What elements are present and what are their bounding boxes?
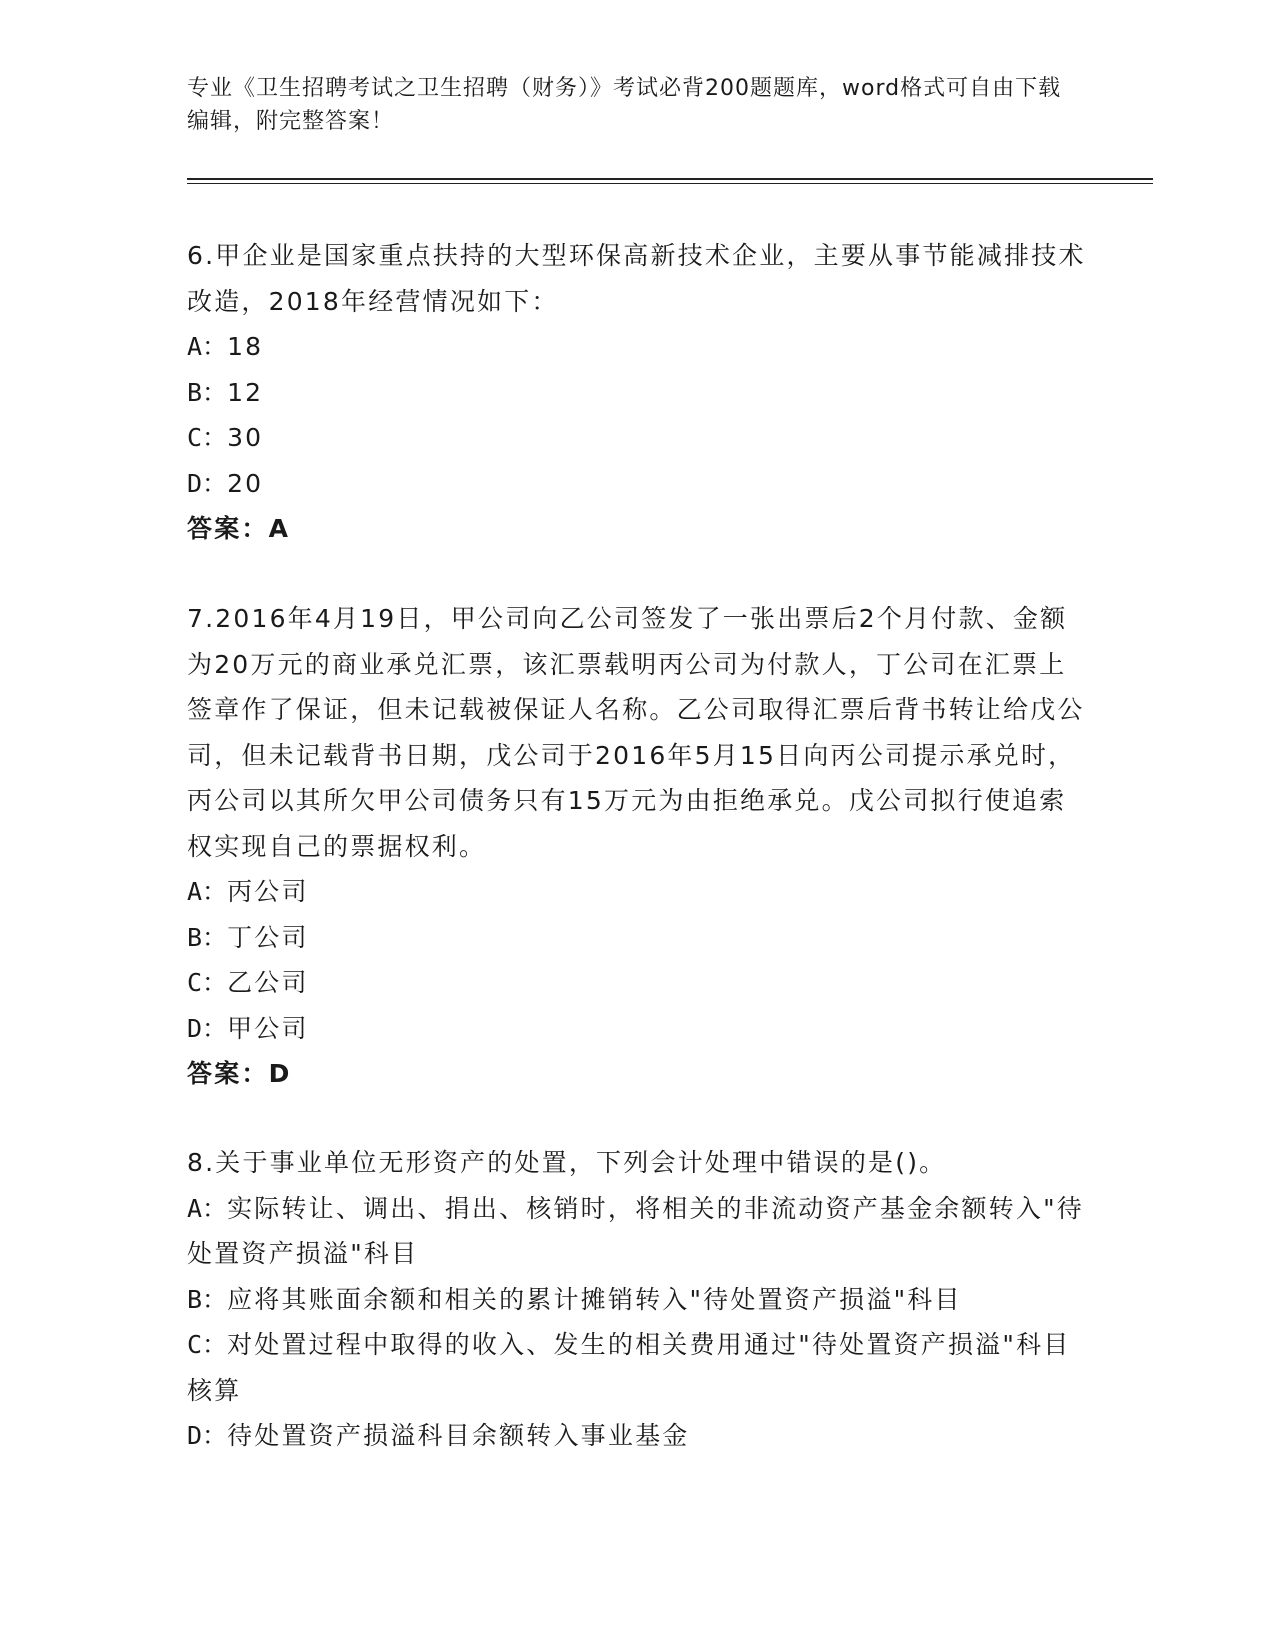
option-text: 30 bbox=[227, 423, 264, 452]
option-b bbox=[187, 370, 1087, 416]
option-letter: D： bbox=[187, 1013, 228, 1043]
option-text: 18 bbox=[227, 332, 264, 361]
option-c bbox=[187, 960, 1087, 1006]
option-d bbox=[187, 1006, 1087, 1052]
option-text: 20 bbox=[227, 468, 264, 498]
question-6 bbox=[187, 233, 1087, 552]
option-text: 应将其账面余额和相关的累计摊销转入"待处置资产损溢"科目 bbox=[227, 1284, 962, 1314]
question-stem: 6.甲企业是国家重点扶持的大型环保高新技术企业，主要从事节能减排技术改造，2018年经营情况如下： bbox=[187, 241, 1086, 316]
option-c bbox=[187, 1322, 1087, 1413]
option-d bbox=[187, 1413, 1087, 1459]
option-text: 对处置过程中取得的收入、发生的相关费用通过"待处置资产损溢"科目核算 bbox=[187, 1330, 1071, 1405]
option-letter: C： bbox=[187, 423, 228, 452]
option-text: 实际转让、调出、捐出、核销时，将相关的非流动资产基金余额转入"待处置资产损溢"科目 bbox=[187, 1193, 1084, 1268]
option-text: 待处置资产损溢科目余额转入事业基金 bbox=[227, 1421, 690, 1450]
option-letter: B： bbox=[187, 922, 228, 952]
option-a bbox=[187, 324, 1087, 370]
question-8 bbox=[187, 1140, 1087, 1459]
question-stem: 7.2016年4月19日，甲公司向乙公司签发了一张出票后2个月付款、金额为20万元的商业承兑汇票，该汇票载明丙公司为付款人，丁公司在汇票上签章作了保证，但未记载被保证人名称。乙公司取得汇票后背书转让给戊公司，但未记载背书日期，戊公司于2016年5月15日向丙公司提示承兑时，丙公司以其所欠甲公司债务只有15万元为由拒绝承兑。戊公司拟行使追索权实现自己的票据权利。 bbox=[187, 604, 1085, 861]
question-7 bbox=[187, 596, 1087, 1097]
option-text: 甲公司 bbox=[227, 1013, 309, 1043]
header-divider-thin bbox=[187, 183, 1153, 184]
answer-line: 答案：D bbox=[187, 1059, 292, 1088]
option-text: 乙公司 bbox=[227, 968, 309, 997]
option-text: 丙公司 bbox=[227, 877, 309, 906]
option-a bbox=[187, 1186, 1087, 1277]
option-c bbox=[187, 415, 1087, 461]
option-letter: C： bbox=[187, 968, 228, 997]
answer-line: 答案：A bbox=[187, 514, 291, 543]
option-letter: A： bbox=[187, 877, 228, 906]
option-letter: B： bbox=[187, 1284, 228, 1314]
option-b bbox=[187, 915, 1087, 961]
option-letter: C： bbox=[187, 1330, 228, 1359]
option-letter: D： bbox=[187, 1421, 228, 1450]
option-text: 丁公司 bbox=[227, 922, 309, 952]
option-b bbox=[187, 1277, 1087, 1323]
header-divider bbox=[187, 178, 1153, 180]
document-header: 专业《卫生招聘考试之卫生招聘（财务）》考试必背200题题库，word格式可自由下载编辑，附完整答案！ bbox=[187, 76, 1062, 134]
option-letter: A： bbox=[187, 1193, 228, 1223]
question-stem: 8.关于事业单位无形资产的处置，下列会计处理中错误的是()。 bbox=[187, 1148, 947, 1177]
option-text: 12 bbox=[227, 377, 264, 407]
option-letter: B： bbox=[187, 377, 228, 407]
option-letter: A： bbox=[187, 332, 228, 361]
option-a bbox=[187, 869, 1087, 915]
option-letter: D： bbox=[187, 468, 228, 498]
option-d bbox=[187, 461, 1087, 507]
